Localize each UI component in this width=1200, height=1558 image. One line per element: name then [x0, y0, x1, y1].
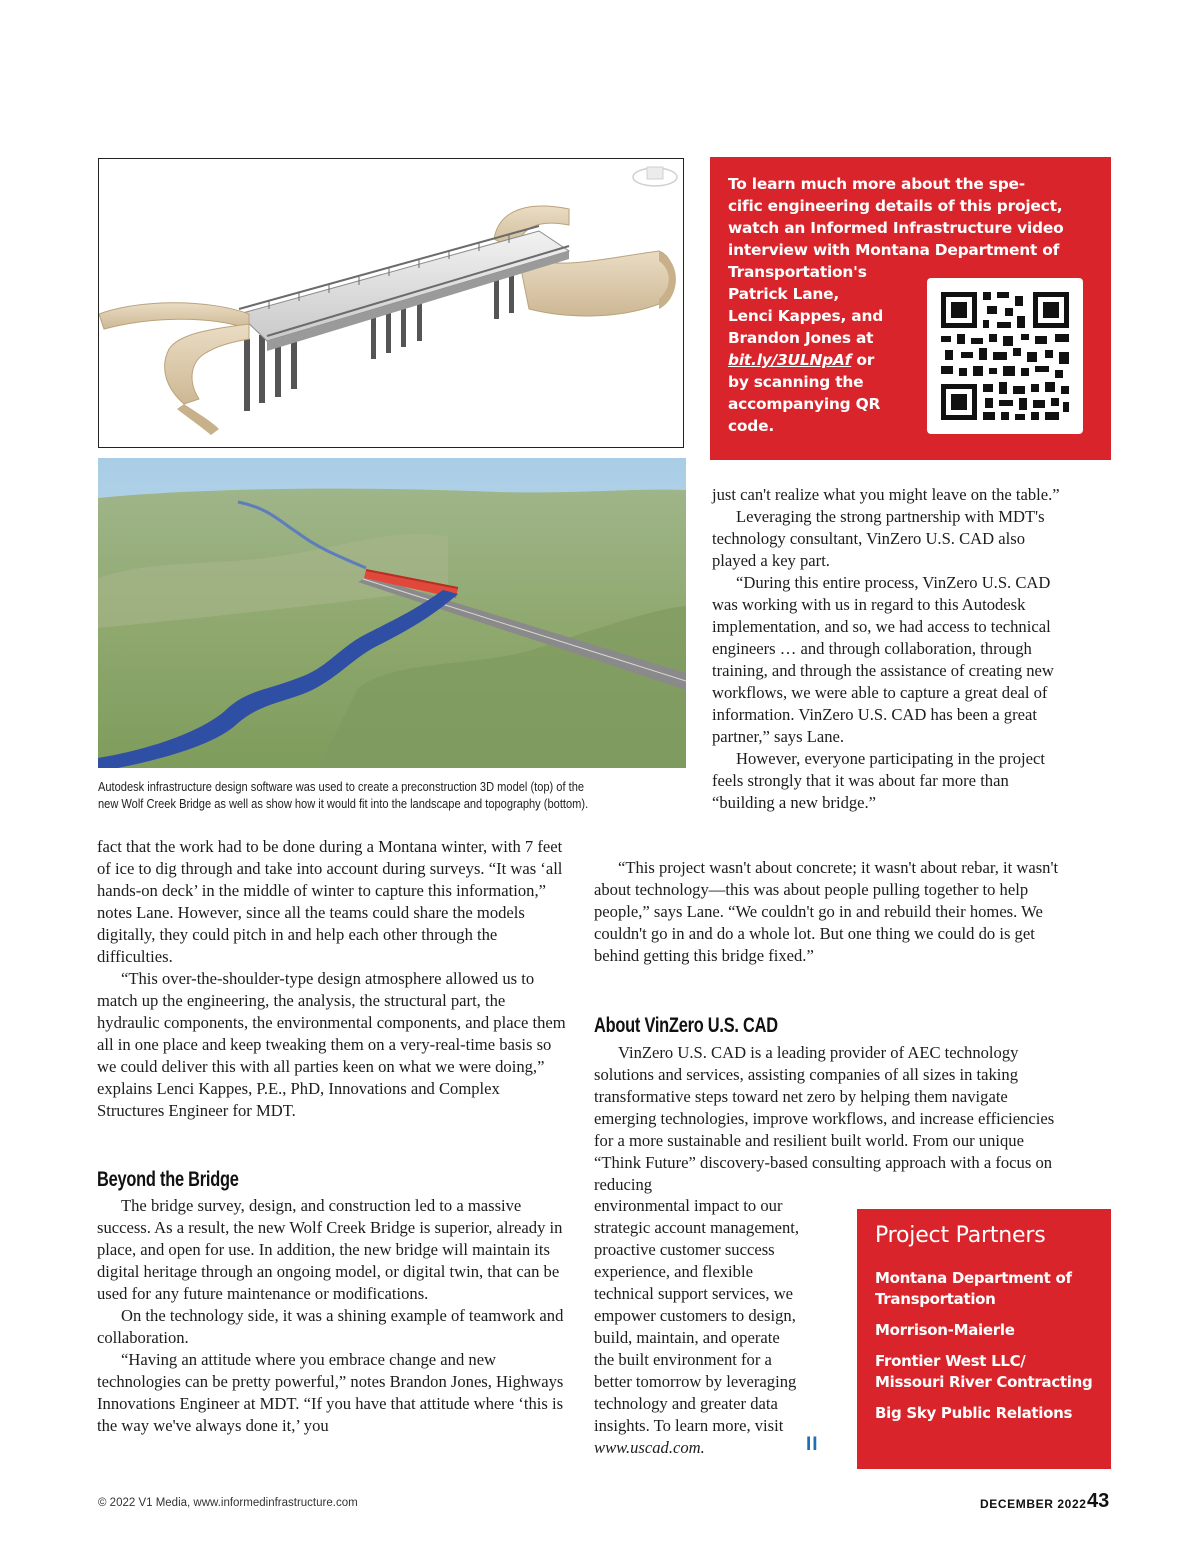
- callout-line: code.: [728, 417, 774, 435]
- callout-line: To learn much more about the spe-: [728, 175, 1025, 193]
- text-line: strategic account management,: [594, 1218, 800, 1237]
- callout-line: Brandon Jones at: [728, 329, 874, 347]
- callout-line: by scanning the: [728, 373, 864, 391]
- right-column-mid-text: [594, 857, 1066, 967]
- left-column-lower-text: [97, 1195, 567, 1437]
- paragraph: “This project wasn't about concrete; it wasn't about rebar, it wasn't about technology—this was about people pulling together to help people,” says Lane. “We couldn't go in and rebuild their homes. We couldn't go in and do a whole lot. But one thing we could do is get behind getting this bridge fixed.”: [594, 858, 1059, 965]
- caption-line-1: Autodesk infrastructure design software was used to create a preconstruction 3D model (top) of the: [98, 780, 585, 794]
- section-heading-beyond: Beyond the Bridge: [97, 1168, 239, 1191]
- view-cube-icon: [633, 167, 677, 186]
- text-line: technical support services, we: [594, 1284, 794, 1303]
- paragraph: “During this entire process, VinZero U.S. CAD was working with us in regard to this Autodesk implementation, and so, we had access to technical engineers … and through collaboration, through training, and through the assistance of creating new workflows, we were able to capture a great deal of information. VinZero U.S. CAD has been a great partner,” says Lane.: [712, 573, 1054, 746]
- vinzero-url[interactable]: www.uscad.com.: [594, 1438, 705, 1457]
- text-line: the built environment for a: [594, 1350, 772, 1369]
- text-line: empower customers to design,: [594, 1306, 796, 1325]
- paragraph: “Having an attitude where you embrace change and new technologies can be pretty powerful,” notes Brandon Jones, Highways Innovations Engineer at MDT. “If you have that attitude where ‘this is the way we've always done it,’ you: [97, 1350, 564, 1435]
- paragraph: VinZero U.S. CAD is a leading provider of AEC technology solutions and services, assisting companies of all sizes in taking transformative steps toward net zero by helping them navigate emerging technologies, improve workflows, and increase efficiencies for a more sustainable and resilient built world. From our unique “Think Future” discovery-based consulting approach with a focus on reducing: [594, 1043, 1055, 1194]
- right-column-top-text: [712, 484, 1064, 814]
- callout-after-link: or: [851, 351, 875, 369]
- text-line: proactive customer success: [594, 1240, 775, 1259]
- bridge-model-drawing: [99, 159, 682, 446]
- landscape-model-image: [98, 458, 686, 768]
- callout-line: interview with Montana Department of: [728, 241, 1060, 259]
- video-link[interactable]: bit.ly/3ULNpAf: [728, 351, 852, 369]
- callout-line: Lenci Kappes, and: [728, 307, 884, 325]
- footer-issue-date: DECEMBER 2022: [980, 1497, 1087, 1511]
- paragraph: Leveraging the strong partnership with MDT's technology consultant, VinZero U.S. CAD also played a key part.: [712, 507, 1045, 570]
- callout-line: Transportation's: [728, 263, 867, 281]
- text-line: insights. To learn more, visit: [594, 1416, 784, 1435]
- landscape-drawing: [98, 458, 686, 768]
- partner-item: Morrison-Maierle: [875, 1321, 1015, 1339]
- paragraph: However, everyone participating in the project feels strongly that it was about far more than “building a new bridge.”: [712, 749, 1045, 812]
- bridge-model-image: [98, 158, 684, 448]
- image-caption: [98, 779, 617, 813]
- section-heading-vinzero: About VinZero U.S. CAD: [594, 1014, 778, 1037]
- paragraph: The bridge survey, design, and construction led to a massive success. As a result, the new Wolf Creek Bridge is superior, already in place, and open for use. In addition, the new bridge will maintain its digital heritage through an ongoing model, or digital twin, that can be used for any future maintenance or modifications.: [97, 1196, 563, 1303]
- footer-copyright: © 2022 V1 Media, www.informedinfrastructure.com: [98, 1497, 358, 1509]
- article-end-mark: II: [806, 1434, 819, 1455]
- text-line: technology and greater data: [594, 1394, 778, 1413]
- vinzero-paragraph: [594, 1042, 1066, 1196]
- callout-line: accompanying QR: [728, 395, 881, 413]
- partners-title: Project Partners: [875, 1223, 1046, 1248]
- callout-line: cific engineering details of this project,: [728, 197, 1063, 215]
- partner-item: Big Sky Public Relations: [875, 1404, 1073, 1422]
- paragraph: just can't realize what you might leave on the table.”: [712, 485, 1060, 504]
- paragraph: fact that the work had to be done during a Montana winter, with 7 feet of ice to dig through and take into account during surveys. “It was ‘all hands-on deck’ in the middle of winter to capture this information,” notes Lane. However, since all the teams could share the models digitally, they could pitch in and help each other through the difficulties.: [97, 837, 563, 966]
- text-line: better tomorrow by leveraging: [594, 1372, 797, 1391]
- text-line: experience, and flexible: [594, 1262, 753, 1281]
- page-number: 43: [1087, 1490, 1110, 1512]
- caption-line-2: new Wolf Creek Bridge as well as show how it would fit into the landscape and topography (bottom).: [98, 797, 589, 811]
- callout-line: Patrick Lane,: [728, 285, 840, 303]
- paragraph: “This over-the-shoulder-type design atmosphere allowed us to match up the engineering, the analysis, the structural part, the hydraulic components, the environmental components, and place them all in one place and keep tweaking them on a very-real-time basis so we could deliver this with all parties keen on what we were doing,” explains Lenci Kappes, P.E., PhD, Innovations and Complex Structures Engineer for MDT.: [97, 969, 566, 1120]
- project-partners-box: [857, 1209, 1111, 1469]
- callout-line: watch an Informed Infrastructure video: [728, 219, 1064, 237]
- paragraph: On the technology side, it was a shining example of teamwork and collaboration.: [97, 1306, 564, 1347]
- qr-code[interactable]: [927, 278, 1083, 434]
- partner-item: Frontier West LLC/ Missouri River Contracting: [875, 1352, 1093, 1391]
- left-column-text: [97, 836, 567, 1122]
- text-line: environmental impact to our: [594, 1196, 783, 1215]
- vinzero-paragraph-narrow: [594, 1195, 844, 1459]
- partner-item: Montana Department of Transportation: [875, 1269, 1072, 1308]
- qr-code-icon: [927, 278, 1083, 434]
- text-line: build, maintain, and operate: [594, 1328, 780, 1347]
